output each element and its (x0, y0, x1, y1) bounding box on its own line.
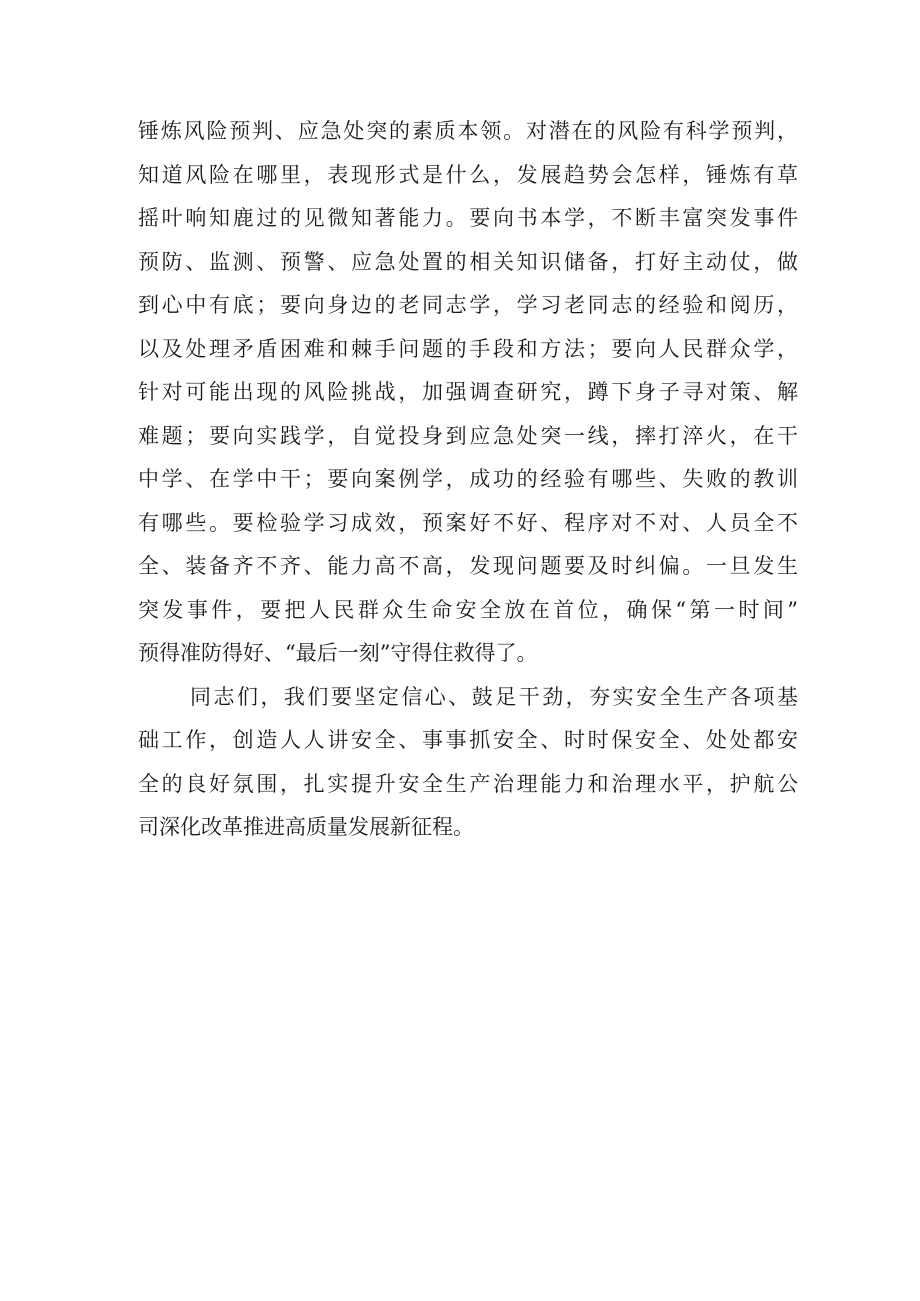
paragraph-line: 摇叶响知鹿过的见微知著能力。要向书本学，不断丰富突发事件 (138, 206, 798, 230)
paragraph-1 (138, 110, 798, 676)
paragraph-line: 司深化改革推进高质量发展新征程。 (138, 815, 474, 839)
paragraph-line: 预防、监测、预警、应急处置的相关知识储备，打好主动仗，做 (138, 249, 798, 274)
paragraph-line: 到心中有底；要向身边的老同志学，学习老同志的经验和阅历， (138, 293, 798, 317)
document-body (138, 110, 798, 850)
paragraph-line: 中学、在学中干；要向案例学，成功的经验有哪些、失败的教训 (138, 467, 798, 491)
paragraph-line: 突发事件，要把人民群众生命安全放在首位，确保“第一时间” (138, 597, 798, 622)
paragraph-line: 预得准防得好、“最后一刻”守得住救得了。 (138, 641, 538, 665)
paragraph-line: 难题；要向实践学，自觉投身到应急处突一线，摔打淬火，在干 (138, 423, 798, 448)
paragraph-line: 同志们，我们要坚定信心、鼓足干劲，夯实安全生产各项基 (190, 684, 798, 709)
paragraph-2 (138, 676, 798, 850)
paragraph-line: 础工作，创造人人讲安全、事事抓安全、时时保安全、处处都安 (138, 728, 798, 752)
paragraph-line: 锤炼风险预判、应急处突的素质本领。对潜在的风险有科学预判， (138, 119, 798, 143)
paragraph-line: 有哪些。要检验学习成效，预案好不好、程序对不对、人员全不 (138, 510, 798, 535)
paragraph-line: 全、装备齐不齐、能力高不高，发现问题要及时纠偏。一旦发生 (138, 554, 798, 578)
paragraph-line: 全的良好氛围，扎实提升安全生产治理能力和治理水平，护航公 (138, 771, 798, 796)
paragraph-line: 针对可能出现的风险挑战，加强调查研究，蹲下身子寻对策、解 (138, 380, 798, 404)
paragraph-line: 知道风险在哪里，表现形式是什么，发展趋势会怎样，锤炼有草 (138, 162, 798, 187)
paragraph-line: 以及处理矛盾困难和棘手问题的手段和方法；要向人民群众学， (138, 336, 798, 361)
